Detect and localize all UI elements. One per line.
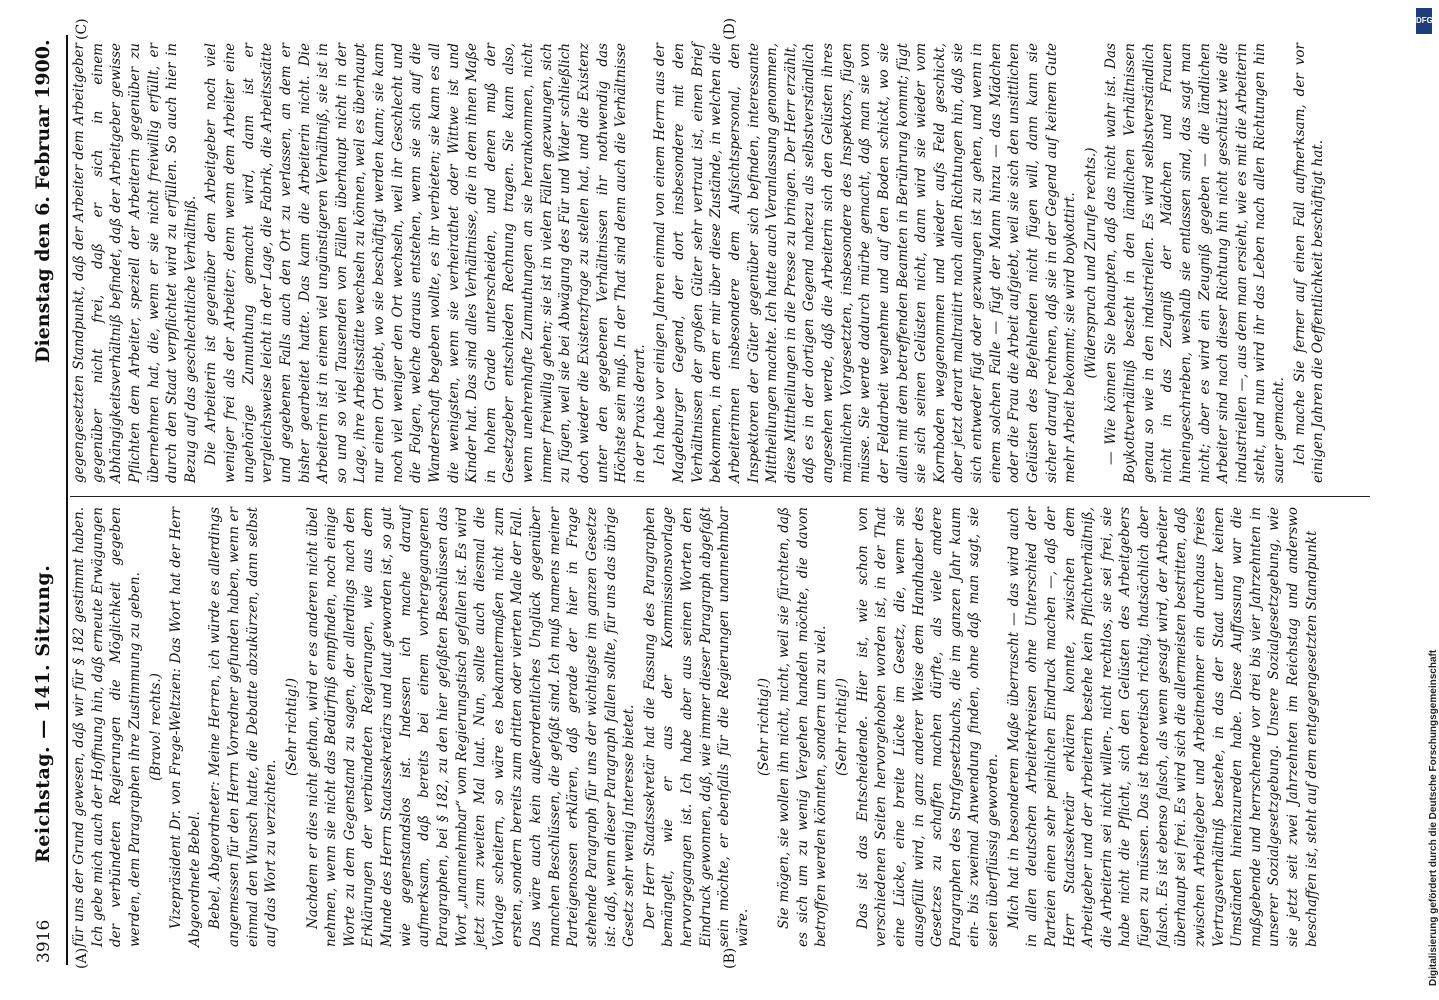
header-rule [66, 35, 68, 965]
paragraph: Vizepräsident Dr. von Frege-Weltzien: Das Wort hat der Herr Abgeordnete Bebel. [168, 507, 203, 947]
paragraph: Das ist das Entscheidende. Hier ist, wie schon von verschiedenen Seiten hervorgehoben worden ist, in der That eine Lücke, eine breite Lücke im Gesetz, die, wenn sie ausgefüllt wird, in ganz anderer Weise dem Handhaber des Gesetzes zu schaffen machen dürfte, als viele andere Paragraphen des Strafgesetzbuchs, die im ganzen Jahr kaum ein- bis zweimal Anwendung finden, ohne daß man sagt, sie seien überflüssig geworden. [854, 507, 1001, 947]
interjection: (Bravo! rechts.) [147, 673, 164, 781]
digitization-credit [1412, 8, 1439, 992]
paragraph: Der Herr Staatssekretär hat die Fassung des Paragraphen bemängelt, wie er aus der Kommissionsvorlage hervorgegangen ist. Ich habe aber aus seinen Worten den Eindruck gewonnen, daß, wie immer dieser Paragraph abgefaßt sein möchte, er ebenfalls für die Regierungen unannehmbar wäre. [641, 507, 751, 947]
page-number: 3916 [34, 919, 54, 963]
paragraph: — Wie können Sie behaupten, daß das nicht wahr ist. Das Boykottverhältniß besteht in den ländlichen Verhältnissen genau so wie in den industriellen. Es wird selbstverständlich nicht in das Zeugniß der Mädchen und Frauen hineingeschrieben, weshalb sie entlassen sind, das sagt man nicht; aber es wird ein Zeugniß gegeben — die ländlichen Arbeiter sind nach dieser Richtung hin nicht geschützt wie die industriellen —, aus dem man ersieht, wie es mit die Arbeiterin steht, und nun wird ihr das Leben nach allen Richtungen hin sauer gemacht. [1103, 43, 1287, 483]
left-column [70, 507, 1323, 947]
column-divider [70, 496, 1370, 497]
margin-marker-a: (A) [74, 947, 90, 969]
right-column [70, 43, 1330, 483]
dfg-logo: DFG [1416, 8, 1432, 34]
masthead: Reichstag. — 141. Sitzung. [32, 564, 54, 863]
interjection: (Sehr richtig!) [755, 677, 772, 777]
credit-text: Digitalisierung gefördert durch die Deutsche Forschungsgemeinschaft [1428, 649, 1439, 986]
margin-marker-b: (B) [722, 947, 738, 969]
paragraph: gegengesetzten Standpunkt, daß der Arbeiter dem Arbeitgeber gegenüber nicht frei, daß er sich in einem Abhängigkeitsverhältniß befindet, daß der Arbeitgeber gewisse Pflichten dem Arbeiter, speziell der Arbeiterin gegenüber zu übernehmen hat, die, wenn er sie nicht freiwillig erfüllt, er durch den Staat verpflichtet wird zu erfüllen. So auch hier in Bezug auf das geschlechtliche Verhältniß. [71, 43, 199, 483]
paragraph: Ich mache Sie ferner auf einen Fall aufmerksam, der vor einigen Jahren die Oeffentlichkeit beschäftigt hat. [1291, 43, 1327, 483]
speaker-paragraph: Bebel, Abgeordneter: Meine Herren, ich würde es allerdings angemessen für den Herrn Vorredner gefunden haben, wenn er einmal den Wunsch hatte, die Debatte abzukürzen, dann selbst auf das Wort zu verzichten. [207, 507, 280, 947]
paragraph: Sie mögen, sie wollen ihn nicht, nicht, weil sie fürchten, daß es sich um zu wenig Vergehen handeln möchte, die davon betroffen werden könnten, sondern um zu viel. [776, 507, 830, 947]
paragraph: Die Arbeiterin ist gegenüber dem Arbeitgeber noch viel weniger frei als der Arbeiter; denn wenn dem Arbeiter eine ungehörige Zumuthung gemacht wird, dann ist er vergleichsweise leicht in der Lage, die Fabrik, die Arbeitsstätte und gegebenen Falls auch den Ort zu verlassen, an dem er bisher gearbeitet hatte. Das kann die Arbeiterin nicht. Die Arbeiterin ist in einem viel ungünstigeren Verhältniß, sie ist in so und so viel Tausenden von Fällen überhaupt nicht in der Lage, ihre Arbeitsstätte wechseln zu können, weil es überhaupt nur einen Ort giebt, wo sie beschäftigt werden kann; sie kann noch viel weniger den Ort wechseln, weil ihr Geschlecht und die Folgen, welche daraus entstehen, wenn sie sich auf die Wanderschaft begeben wollte, es ihr verbieten; sie kann es all die wenigsten, wenn sie verheirathet oder Wittwe ist und Kinder hat. Das sind alles Verhältnisse, die in dem ihnen Maße in hohem Grade unterscheiden, und denen muß der Gesetzgeber entschieden Rechnung tragen. Sie kann also, wenn unehrenhafte Zumuthungen an sie herankommen, nicht immer freiwillig gehen; sie ist in vielen Fällen gezwungen, sich zu fügen, weil sie bei Abwägung des Für und Wider schließlich doch wieder die Existenzfrage zu stellen hat, und die Existenz unter den gegebenen Verhältnissen ihr nothwendig das Höchste sein muß. In der That sind denn auch die Verhältnisse in der Praxis derart. [203, 43, 648, 483]
paragraph: Mich hat in besonderem Maße überrascht — das wird auch in allen deutschen Arbeiterkreisen ohne Unterschied der Parteien einen sehr peinlichen Eindruck machen —, daß der Herr Staatssekretär erklären konnte, zwischen dem Arbeitgeber und der Arbeiterin bestehe kein Pflichtverhältniß, die Arbeiterin sei nicht willen-, nicht rechtlos, sie sei frei, sie habe nicht die Pflicht, sich den Gelüsten des Arbeitgebers fügen zu müssen. Das ist theoretisch richtig, thatsächlich aber falsch. Es ist ebenso falsch, als wenn gesagt wird, der Arbeiter überhaupt sei frei. Es wird sich die allermeisten bestritten, daß zwischen Arbeitgeber und Arbeitnehmer ein durchaus freies Vertragsverhältniß bestehe, in das der Staat unter keinen Umständen hineinzureden habe. Diese Auffassung war die maßgebende und herrschende vor drei bis vier Jahrzehnten in unserer Sozialgesetzgebung. Unsere Sozialgesetzgebung, wie sie jetzt seit zwei Jahrzehnten im Reichstag und anderswo beschaffen ist, steht auf dem entgegengesetzten Standpunkt [1005, 507, 1320, 947]
margin-marker-c: (C) [74, 18, 90, 40]
page-header [30, 33, 60, 963]
paragraph: Ich habe vor einigen Jahren einmal von einem Herrn aus der Magdeburger Gegend, der dort insbesondere mit den Verhältnissen der großen Güter sehr vertraut ist, einen Brief bekommen, in dem er mir über diese Zustände, in welchen die Arbeiterinnen insbesondere dem Aufsichtspersonal, den Inspektoren der Güter gegenüber sich befinden, interessante Mittheilungen machte. Ich hatte auch Veranlassung genommen, diese Mittheilungen in die Presse zu bringen. Der Herr erzählt, daß es in der dortigen Gegend nahezu als selbstverständlich angesehen werde, daß die Arbeiterin sich den Gelüsten ihres männlichen Vorgesetzten, insbesondere des Inspektors, fügen müsse. Sie werde dadurch mürbe gemacht, daß man sie von der Feldarbeit wegnehme und auf den Boden schickt, wo sie allein mit dem betreffenden Beamten in Berührung kommt; fügt sie sich seinen Gelüsten nicht, dann wird sie wieder vom Kornboden weggenommen und wieder aufs Feld geschickt, aber jetzt derart maltraitirt nach allen Richtungen hin, daß sie sich entweder fügt oder gezwungen ist zu gehen, und wenn in einem solchen Falle — fügt der Mann hinzu — das Mädchen oder die Frau die Arbeit aufgiebt, weil sie sich den unsittlichen Gelüsten des Befehlenden nicht fügen will, dann kann sie sicher darauf rechnen, daß sie in der Gegend auf keinem Gute mehr Arbeit bekommt; sie wird boykottirt. [652, 43, 1079, 483]
rotated-page [22, 15, 1422, 975]
interjection: (Widerspruch und Zurufe rechts.) [1082, 147, 1099, 379]
paragraph: Nachdem er dies nicht gethan, wird er es anderen nicht übel nehmen, wenn sie nicht das Bedürfniß empfinden, noch einige Worte zu dem Gegenstand zu sagen, der allerdings nach den Erklärungen der verbündeten Regierungen, wie aus dem Munde des Herrn Staatssekretärs und laut geworden ist, so gut wie gegenstandslos ist. Indessen ich mache darauf aufmerksam, daß bereits bei einem vorhergegangenen Paragraphen, bei § 182, zu den hier gefaßten Beschlüssen das Wort „unannehmbar“ vom Regierungstisch gefallen ist. Es wird jetzt zum zweiten Mal laut. Nun, sollte auch diesmal die Vorlage scheitern, so wäre es bekanntermaßen nicht zum ersten, sondern bereits zum dritten oder vierten Male der Fall. Das wäre auch kein außerordentliches Unglück gegenüber manchen Beschlüssen, die gefaßt sind. Ich muß namens meiner Parteigenossen erklären, daß gerade der hier in Frage stehende Paragraph für uns der wichtigste im ganzen Gesetze ist: daß, wenn dieser Paragraph fallen sollte, für uns das übrige Gesetz sehr wenig Interesse bietet. [304, 507, 638, 947]
session-date: Dienstag den 6. Februar 1900. [32, 39, 54, 363]
interjection: (Sehr richtig!) [283, 677, 300, 777]
interjection: (Sehr richtig!) [834, 677, 850, 777]
paragraph: für uns der Grund gewesen, daß wir für § 182 gestimmt haben. Ich gebe mich auch der Hoffnung hin, daß erneute Erwägungen der verbündeten Regierungen die Möglichkeit gegeben werden, dem Paragraphen ihre Zustimmung zu geben. [71, 507, 143, 947]
margin-marker-d: (D) [722, 17, 738, 40]
